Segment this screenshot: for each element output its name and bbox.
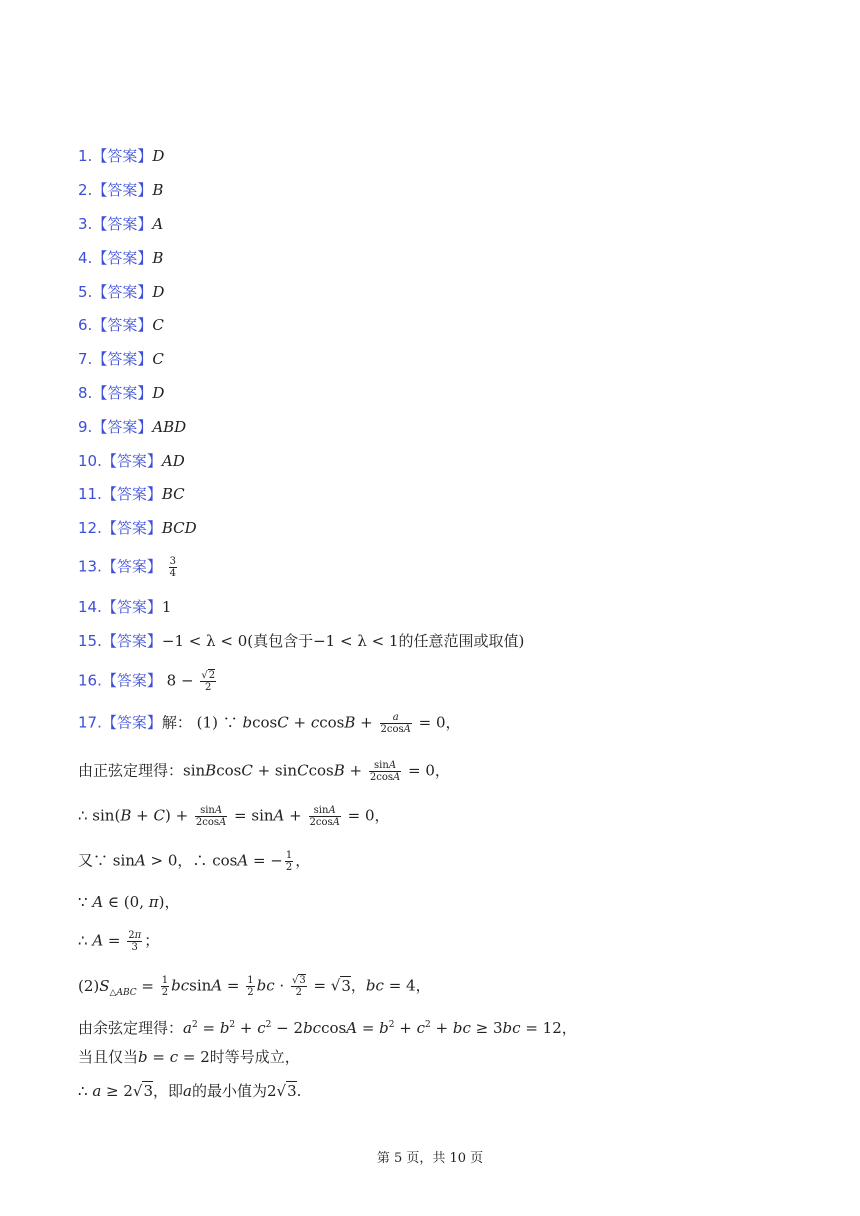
answer-5: 5.【答案】D — [78, 283, 165, 301]
answer-9: 9.【答案】ABD — [78, 418, 187, 436]
solution-line-6: ∴ A = $\frac{2\pi}{3}$ ； — [78, 930, 160, 953]
answer-4: 4.【答案】B — [78, 249, 164, 267]
answer-17: 17.【答案】解： (1) ∵ bcosC + ccosB + $\frac{a}{2\cos A}$ = 0， — [78, 712, 461, 735]
answer-12: 12.【答案】BCD — [78, 519, 197, 537]
solution-line-2: 由正弦定理得：sinBcosC + sinCcosB + $\frac{\sin A}{2\cos A}$ = 0， — [78, 760, 450, 783]
solution-line-9: 当且仅当b = c = 2时等号成立， — [78, 1048, 300, 1066]
answer-2: 2.【答案】B — [78, 181, 164, 199]
answer-15: 15.【答案】−1 < λ < 0(真包含于−1 < λ < 1的任意范围或取值) — [78, 632, 525, 650]
answer-8: 8.【答案】D — [78, 384, 165, 402]
answer-10: 10.【答案】AD — [78, 452, 185, 470]
solution-line-3: ∴ sin(B + C) + $\frac{\sin A}{2\cos A}$ = sinA + $\frac{\sin A}{2\cos A}$ = 0， — [78, 805, 390, 828]
answer-16: 16.【答案】 8 − $\frac{√2}{2}$ — [78, 670, 216, 693]
page-footer: 第 5 页，共 10 页 — [376, 1151, 484, 1166]
answer-1: 1.【答案】D — [78, 147, 165, 165]
solution-line-5: ∵ A ∈ (0, π)， — [78, 893, 180, 911]
answer-13: 13.【答案】 $\frac{3}{4}$ — [78, 556, 177, 579]
solution-line-7: $(2)S_{\triangle ABC}$ = $\frac{1}{2}$ bcsinA = $\frac{1}{2}$ bc · $\frac{√3}{2}$ = √3，bc = 4， — [78, 975, 431, 998]
answer-14: 14.【答案】1 — [78, 598, 172, 616]
answer-7: 7.【答案】C — [78, 350, 164, 368]
solution-line-4: 又∵ sinA > 0，∴ cosA = − $\frac{1}{2}$ ， — [78, 850, 311, 873]
answer-11: 11.【答案】BC — [78, 485, 185, 503]
answer-6: 6.【答案】C — [78, 316, 164, 334]
answer-3: 3.【答案】A — [78, 215, 164, 233]
solution-line-10: ∴ a ≥ 2√3，即a的最小值为2√3. — [78, 1082, 302, 1100]
answer-13-fraction: $\frac{3}{4}$ — [169, 556, 177, 579]
solution-line-8: 由余弦定理得：$a^2 = b^2 + c^2 - 2bccosA = b^2 + c^2$ + bc ≥ 3bc = 12， — [78, 1019, 577, 1037]
